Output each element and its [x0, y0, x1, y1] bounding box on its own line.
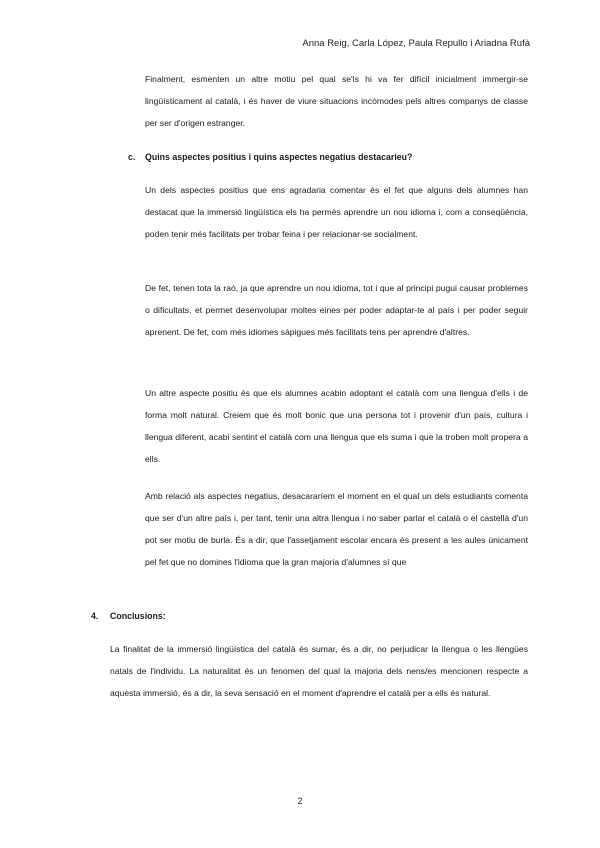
section-4-heading: [91, 611, 166, 621]
paragraph-natural-adoption: Un altre aspecte positiu és que els alumnes acabin adoptant el català com una llengua d'ells i de forma molt natural. Creiem que és molt bonic que una persona tot i provenir d'un país, cultura i llengua diferent, acabi sentint el català com una llengua que els suma i que la troben molt propera a ells.: [145, 388, 528, 464]
question-c-label: c.: [128, 152, 136, 162]
question-c-text: Quins aspectes positius i quins aspectes negatius destacaríeu?: [145, 152, 413, 162]
paragraph-positive-aspects: Un dels aspectes positius que ens agradaria comentar és el fet que alguns dels alumnes han destacat que la immersió lingüística els ha permès aprendre un nou idioma i, com a conseqüència, poden tenir més facilitats per trobar feina i per relacionar-se socialment.: [145, 185, 528, 239]
page-number: 2: [297, 796, 303, 806]
page-header-authors: Anna Reig, Carla López, Paula Repullo i Ariadna Rufà: [302, 38, 530, 49]
paragraph-new-language: De fet, tenen tota la raó, ja que aprendre un nou idioma, tot i que al principi pugui causar problemes o dificultats, et permet desenvolupar moltes eines per poder adaptar-te al país i per poder seguir aprenent. De fet, com més idiomes sàpigues més facilitats tens per aprendre d'altres.: [145, 283, 528, 337]
section-4-title: Conclusions:: [110, 611, 166, 621]
question-c-heading: [128, 152, 412, 162]
paragraph-negative-aspects: Amb relació als aspectes negatius, desacararíem el moment en el qual un dels estudiants comenta que ser d'un altre país i, per tant, tenir una altra llengua i no saber parlar el català o el castellà d'un pot ser motiu de burla. És a dir, que l'assetjament escolar encara és present a les aules únicament pel fet que no domines l'idioma que la gran majoria d'alumnes sí que: [145, 491, 528, 567]
paragraph-difficulty-motive: Finalment, esmenten un altre motiu pel qual se'ls hi va fer difícil inicialment immergir-se lingüísticament al català, i és haver de viure situacions incòmodes pels altres companys de classe per ser d'origen estranger.: [145, 74, 528, 128]
section-4-number: 4.: [91, 611, 99, 621]
paragraph-conclusions: La finalitat de la immersió lingüística del català és sumar, és a dir, no perjudicar la llengua o les llengües natals de l'individu. La naturalitat és un fenomen del qual la majoria dels nens/es mencionen respecte a aquesta immersió, és a dir, la seva sensació en el moment d'aprendre el català per a ells és natural.: [110, 644, 528, 698]
